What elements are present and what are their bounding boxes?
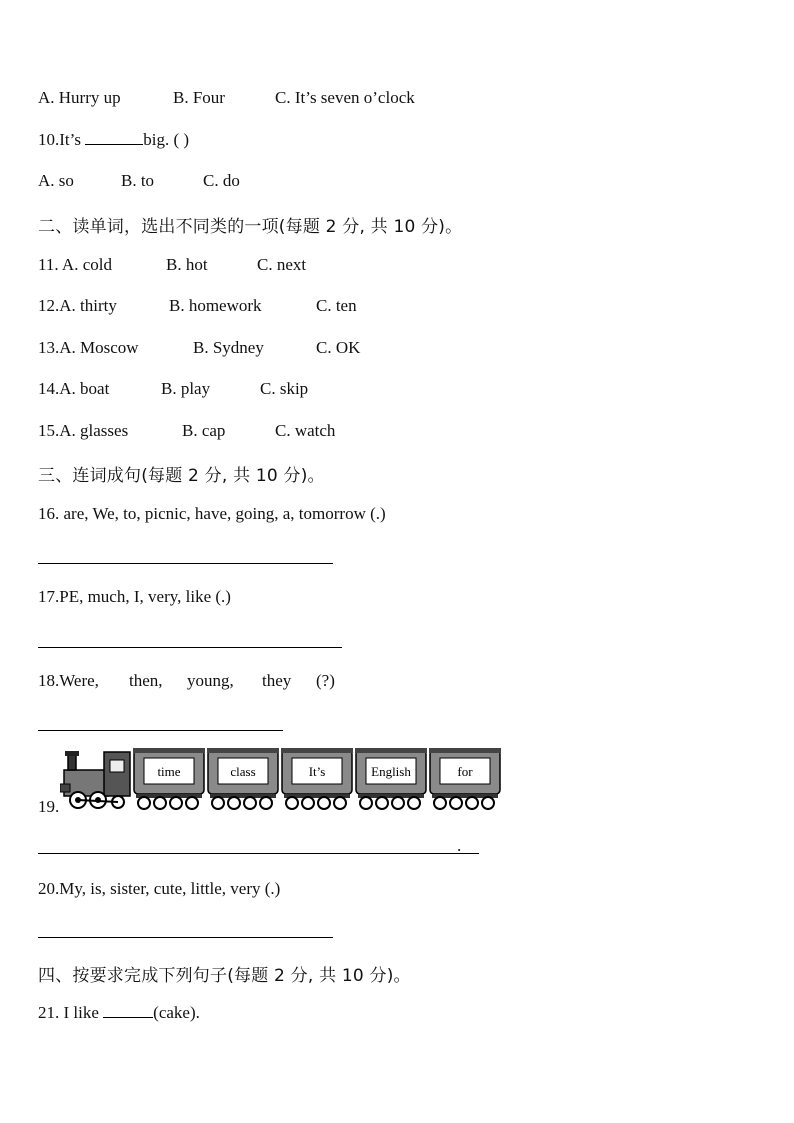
q16-answer-line[interactable] <box>38 563 333 564</box>
section-3-heading: 三、连词成句(每题 2 分, 共 10 分)。 <box>38 466 325 486</box>
q19-end-period: . <box>457 836 462 855</box>
train-car-label: It’s <box>308 764 326 779</box>
train-car <box>429 748 501 809</box>
train-car <box>133 748 205 809</box>
q15-option-b: B. cap <box>182 421 226 440</box>
wheel-icon <box>154 797 166 809</box>
wheel-icon <box>302 797 314 809</box>
q17-prompt: 17.PE, much, I, very, like (.) <box>38 587 231 606</box>
wheel-icon <box>392 797 404 809</box>
q21-prefix: 21. I like <box>38 1003 104 1022</box>
wheel-icon <box>186 797 198 809</box>
q16-prompt: 16. are, We, to, picnic, have, going, a, tomorrow (.) <box>38 504 386 523</box>
q10-option-a: A. so <box>38 171 74 190</box>
q20-prompt: 20.My, is, sister, cute, little, very (.) <box>38 879 281 898</box>
wheel-icon <box>360 797 372 809</box>
wheel-icon <box>466 797 478 809</box>
wheel-icon <box>170 797 182 809</box>
q18-punctuation: (?) <box>316 671 335 690</box>
q11-option-b: B. hot <box>166 255 208 274</box>
q14-option-c: C. skip <box>260 379 309 398</box>
q18-word-3: young, <box>187 671 234 690</box>
wheel-icon <box>244 797 256 809</box>
section-4-heading: 四、按要求完成下列句子(每题 2 分, 共 10 分)。 <box>38 966 411 986</box>
q15-option-a: 15.A. glasses <box>38 421 129 440</box>
q19-train-illustration <box>60 748 505 812</box>
section-2-heading: 二、读单词，选出不同类的一项(每题 2 分, 共 10 分)。 <box>38 217 463 237</box>
q17-answer-line[interactable] <box>38 647 342 648</box>
q15-option-c: C. watch <box>275 421 336 440</box>
q10-prefix: 10.It’s <box>38 130 86 149</box>
q19-number: 19. <box>38 797 60 816</box>
wheel-icon <box>434 797 446 809</box>
q18-word-1: 18.Were, <box>38 671 99 690</box>
train-car-label: for <box>457 764 473 779</box>
q12-option-c: C. ten <box>316 296 357 315</box>
q10-suffix: big. ( ) <box>143 130 190 149</box>
q10-blank[interactable] <box>85 130 143 145</box>
train-car-label: time <box>157 764 181 779</box>
q10-question <box>38 130 189 150</box>
q9-option-b: B. Four <box>173 88 225 107</box>
wheel-icon <box>228 797 240 809</box>
q18-prompt <box>38 671 99 691</box>
wheel-icon <box>376 797 388 809</box>
wheel-icon <box>260 797 272 809</box>
q18-word-2: then, <box>129 671 163 690</box>
q14-option-a: 14.A. boat <box>38 379 110 398</box>
wheel-icon <box>450 797 462 809</box>
wheel-icon <box>286 797 298 809</box>
q19-answer-line[interactable] <box>38 853 479 854</box>
q21-prompt <box>38 1003 200 1023</box>
wheel-icon <box>138 797 150 809</box>
q14-option-b: B. play <box>161 379 211 398</box>
q21-suffix: (cake). <box>153 1003 200 1022</box>
wheel-icon <box>482 797 494 809</box>
q13-option-a: 13.A. Moscow <box>38 338 139 357</box>
q10-option-b: B. to <box>121 171 155 190</box>
train-car-label: English <box>371 764 411 779</box>
q18-answer-line[interactable] <box>38 730 283 731</box>
train-car <box>207 748 279 809</box>
q10-option-c: C. do <box>203 171 240 190</box>
train-car-label: class <box>230 764 256 779</box>
locomotive-icon <box>60 751 130 808</box>
q11-option-a: 11. A. cold <box>38 255 112 274</box>
train-car <box>355 748 427 809</box>
q9-options <box>38 88 121 108</box>
train-car <box>281 748 353 809</box>
q21-blank[interactable] <box>103 1003 153 1018</box>
q12-option-b: B. homework <box>169 296 262 315</box>
wheel-icon <box>318 797 330 809</box>
q11-option-c: C. next <box>257 255 307 274</box>
wheel-icon <box>212 797 224 809</box>
wheel-icon <box>334 797 346 809</box>
q13-option-c: C. OK <box>316 338 361 357</box>
q9-option-a: A. Hurry up <box>38 88 121 107</box>
q20-answer-line[interactable] <box>38 937 333 938</box>
q18-word-4: they <box>262 671 292 690</box>
wheel-icon <box>408 797 420 809</box>
q9-option-c: C. It’s seven o’clock <box>275 88 415 107</box>
q13-option-b: B. Sydney <box>193 338 264 357</box>
q12-option-a: 12.A. thirty <box>38 296 117 315</box>
